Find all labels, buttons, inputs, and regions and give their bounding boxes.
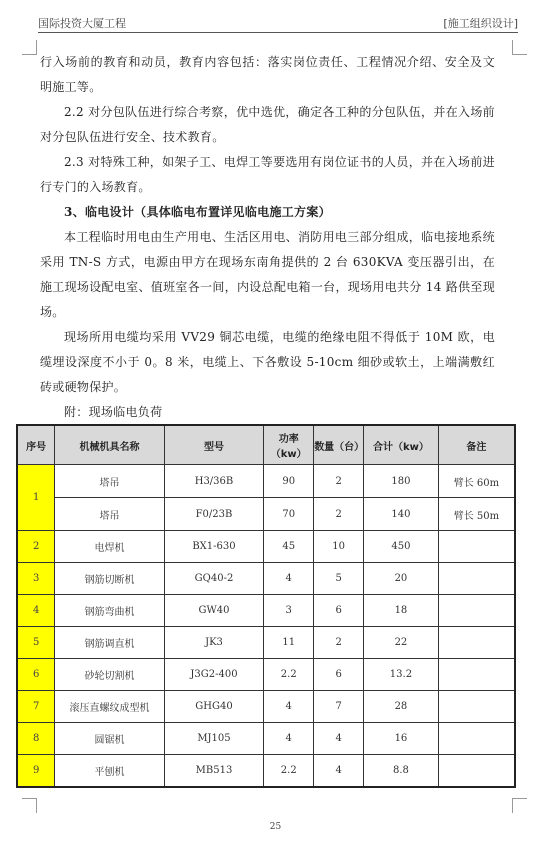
row-model: JK3 <box>164 627 264 659</box>
row-note <box>438 531 515 563</box>
row-name: 钢筋调直机 <box>55 627 164 659</box>
col-header-name: 机械机具名称 <box>55 425 164 465</box>
row-seq: 4 <box>17 595 55 627</box>
col-header-power: 功率（kw） <box>264 425 314 465</box>
row-note <box>438 563 515 595</box>
paragraph-power-supply: 本工程临时用电由生产用电、生活区用电、消防用电三部分组成，临电接地系统采用 TN-S 方式，电源由甲方在现场东南角提供的 2 台 630KVA 变压器引出，在施工现场设配电室、值班室各一间，内设总配电箱一台，现场用电共分 14 路供至现场。 <box>40 230 495 319</box>
page-header <box>38 14 518 33</box>
header-project-name: 国际投资大厦工程 <box>38 17 126 30</box>
row-seq: 5 <box>17 627 55 659</box>
row-qty: 2 <box>314 627 364 659</box>
section-heading-3: 3、临电设计（具体临电布置详见临电施工方案） <box>64 205 331 219</box>
row-power: 70 <box>264 498 314 531</box>
row-total: 450 <box>364 531 439 563</box>
row-seq: 6 <box>17 659 55 691</box>
table-row <box>17 691 515 723</box>
paragraph-cables: 现场所用电缆均采用 VV29 铜芯电缆，电缆的绝缘电阻不得低于 10M 欧，电缆埋设深度不小于 0。8 米，电缆上、下各敷设 5-10cm 细砂或软土，上端满敷红砖或硬物保护。 <box>40 330 495 394</box>
row-total: 180 <box>364 465 439 498</box>
row-name: 塔吊 <box>55 498 164 531</box>
body-text <box>40 50 495 425</box>
row-power: 2.2 <box>264 659 314 691</box>
row-name: 电焊机 <box>55 531 164 563</box>
row-name: 塔吊 <box>55 465 164 498</box>
row-power: 45 <box>264 531 314 563</box>
row-seq: 3 <box>17 563 55 595</box>
row-note <box>438 659 515 691</box>
crop-mark-top-right <box>512 40 527 55</box>
row-name: 钢筋切断机 <box>55 563 164 595</box>
row-name: 平刨机 <box>55 755 164 788</box>
col-header-qty: 数量（台） <box>314 425 364 465</box>
crop-mark-top-left <box>22 40 37 55</box>
table-row <box>17 531 515 563</box>
row-model: J3G2-400 <box>164 659 264 691</box>
row-total: 16 <box>364 723 439 755</box>
table-row <box>17 498 515 531</box>
row-note: 臂长 60m <box>438 465 515 498</box>
row-total: 28 <box>364 691 439 723</box>
col-header-total: 合计（kw） <box>364 425 439 465</box>
row-qty: 7 <box>314 691 364 723</box>
row-power: 11 <box>264 627 314 659</box>
crop-mark-bottom-right <box>512 798 527 813</box>
row-name: 钢筋弯曲机 <box>55 595 164 627</box>
table-row <box>17 659 515 691</box>
paragraph-appendix-label: 附：现场临电负荷 <box>64 405 163 419</box>
row-seq: 2 <box>17 531 55 563</box>
col-header-model: 型号 <box>164 425 264 465</box>
row-model: MB513 <box>164 755 264 788</box>
row-model: GQ40-2 <box>164 563 264 595</box>
row-name: 砂轮切割机 <box>55 659 164 691</box>
page-number: 25 <box>269 822 282 832</box>
row-qty: 4 <box>314 723 364 755</box>
row-model: MJ105 <box>164 723 264 755</box>
row-seq: 7 <box>17 691 55 723</box>
row-note <box>438 691 515 723</box>
row-qty: 5 <box>314 563 364 595</box>
row-power: 3 <box>264 595 314 627</box>
row-total: 18 <box>364 595 439 627</box>
row-note: 臂长 50m <box>438 498 515 531</box>
row-power: 4 <box>264 691 314 723</box>
table-row <box>17 563 515 595</box>
row-power: 4 <box>264 563 314 595</box>
row-power: 90 <box>264 465 314 498</box>
table-row <box>17 465 515 498</box>
header-document-type: [施工组织设计] <box>443 17 518 30</box>
row-power: 4 <box>264 723 314 755</box>
paragraph-education-cont: 行入场前的教育和动员，教育内容包括：落实岗位责任、工程情况介绍、安全及文明施工等。 <box>40 55 495 94</box>
row-note <box>438 595 515 627</box>
table-row <box>17 723 515 755</box>
table-header-row <box>17 425 515 465</box>
row-seq: 1 <box>17 465 55 531</box>
crop-mark-bottom-left <box>22 798 37 813</box>
row-model: GW40 <box>164 595 264 627</box>
row-total: 20 <box>364 563 439 595</box>
row-qty: 2 <box>314 498 364 531</box>
row-qty: 6 <box>314 595 364 627</box>
row-total: 140 <box>364 498 439 531</box>
table-row <box>17 755 515 788</box>
row-qty: 10 <box>314 531 364 563</box>
row-name: 滚压直螺纹成型机 <box>55 691 164 723</box>
row-total: 8.8 <box>364 755 439 788</box>
row-note <box>438 723 515 755</box>
table-row <box>17 595 515 627</box>
row-model: BX1-630 <box>164 531 264 563</box>
row-note <box>438 627 515 659</box>
row-qty: 4 <box>314 755 364 788</box>
row-name: 圆锯机 <box>55 723 164 755</box>
paragraph-2-3: 2.3 对特殊工种，如架子工、电焊工等要选用有岗位证书的人员，并在入场前进行专门的入场教育。 <box>40 155 495 194</box>
table-row <box>17 627 515 659</box>
row-power: 2.2 <box>264 755 314 788</box>
paragraph-2-2: 2.2 对分包队伍进行综合考察，优中选优，确定各工种的分包队伍，并在入场前对分包队伍进行安全、技术教育。 <box>40 105 495 144</box>
row-total: 22 <box>364 627 439 659</box>
row-note <box>438 755 515 788</box>
row-qty: 2 <box>314 465 364 498</box>
load-table <box>16 424 516 788</box>
row-seq: 8 <box>17 723 55 755</box>
row-model: F0/23B <box>164 498 264 531</box>
row-seq: 9 <box>17 755 55 788</box>
row-qty: 6 <box>314 659 364 691</box>
col-header-seq: 序号 <box>17 425 55 465</box>
row-model: GHG40 <box>164 691 264 723</box>
row-model: H3/36B <box>164 465 264 498</box>
col-header-note: 备注 <box>438 425 515 465</box>
row-total: 13.2 <box>364 659 439 691</box>
